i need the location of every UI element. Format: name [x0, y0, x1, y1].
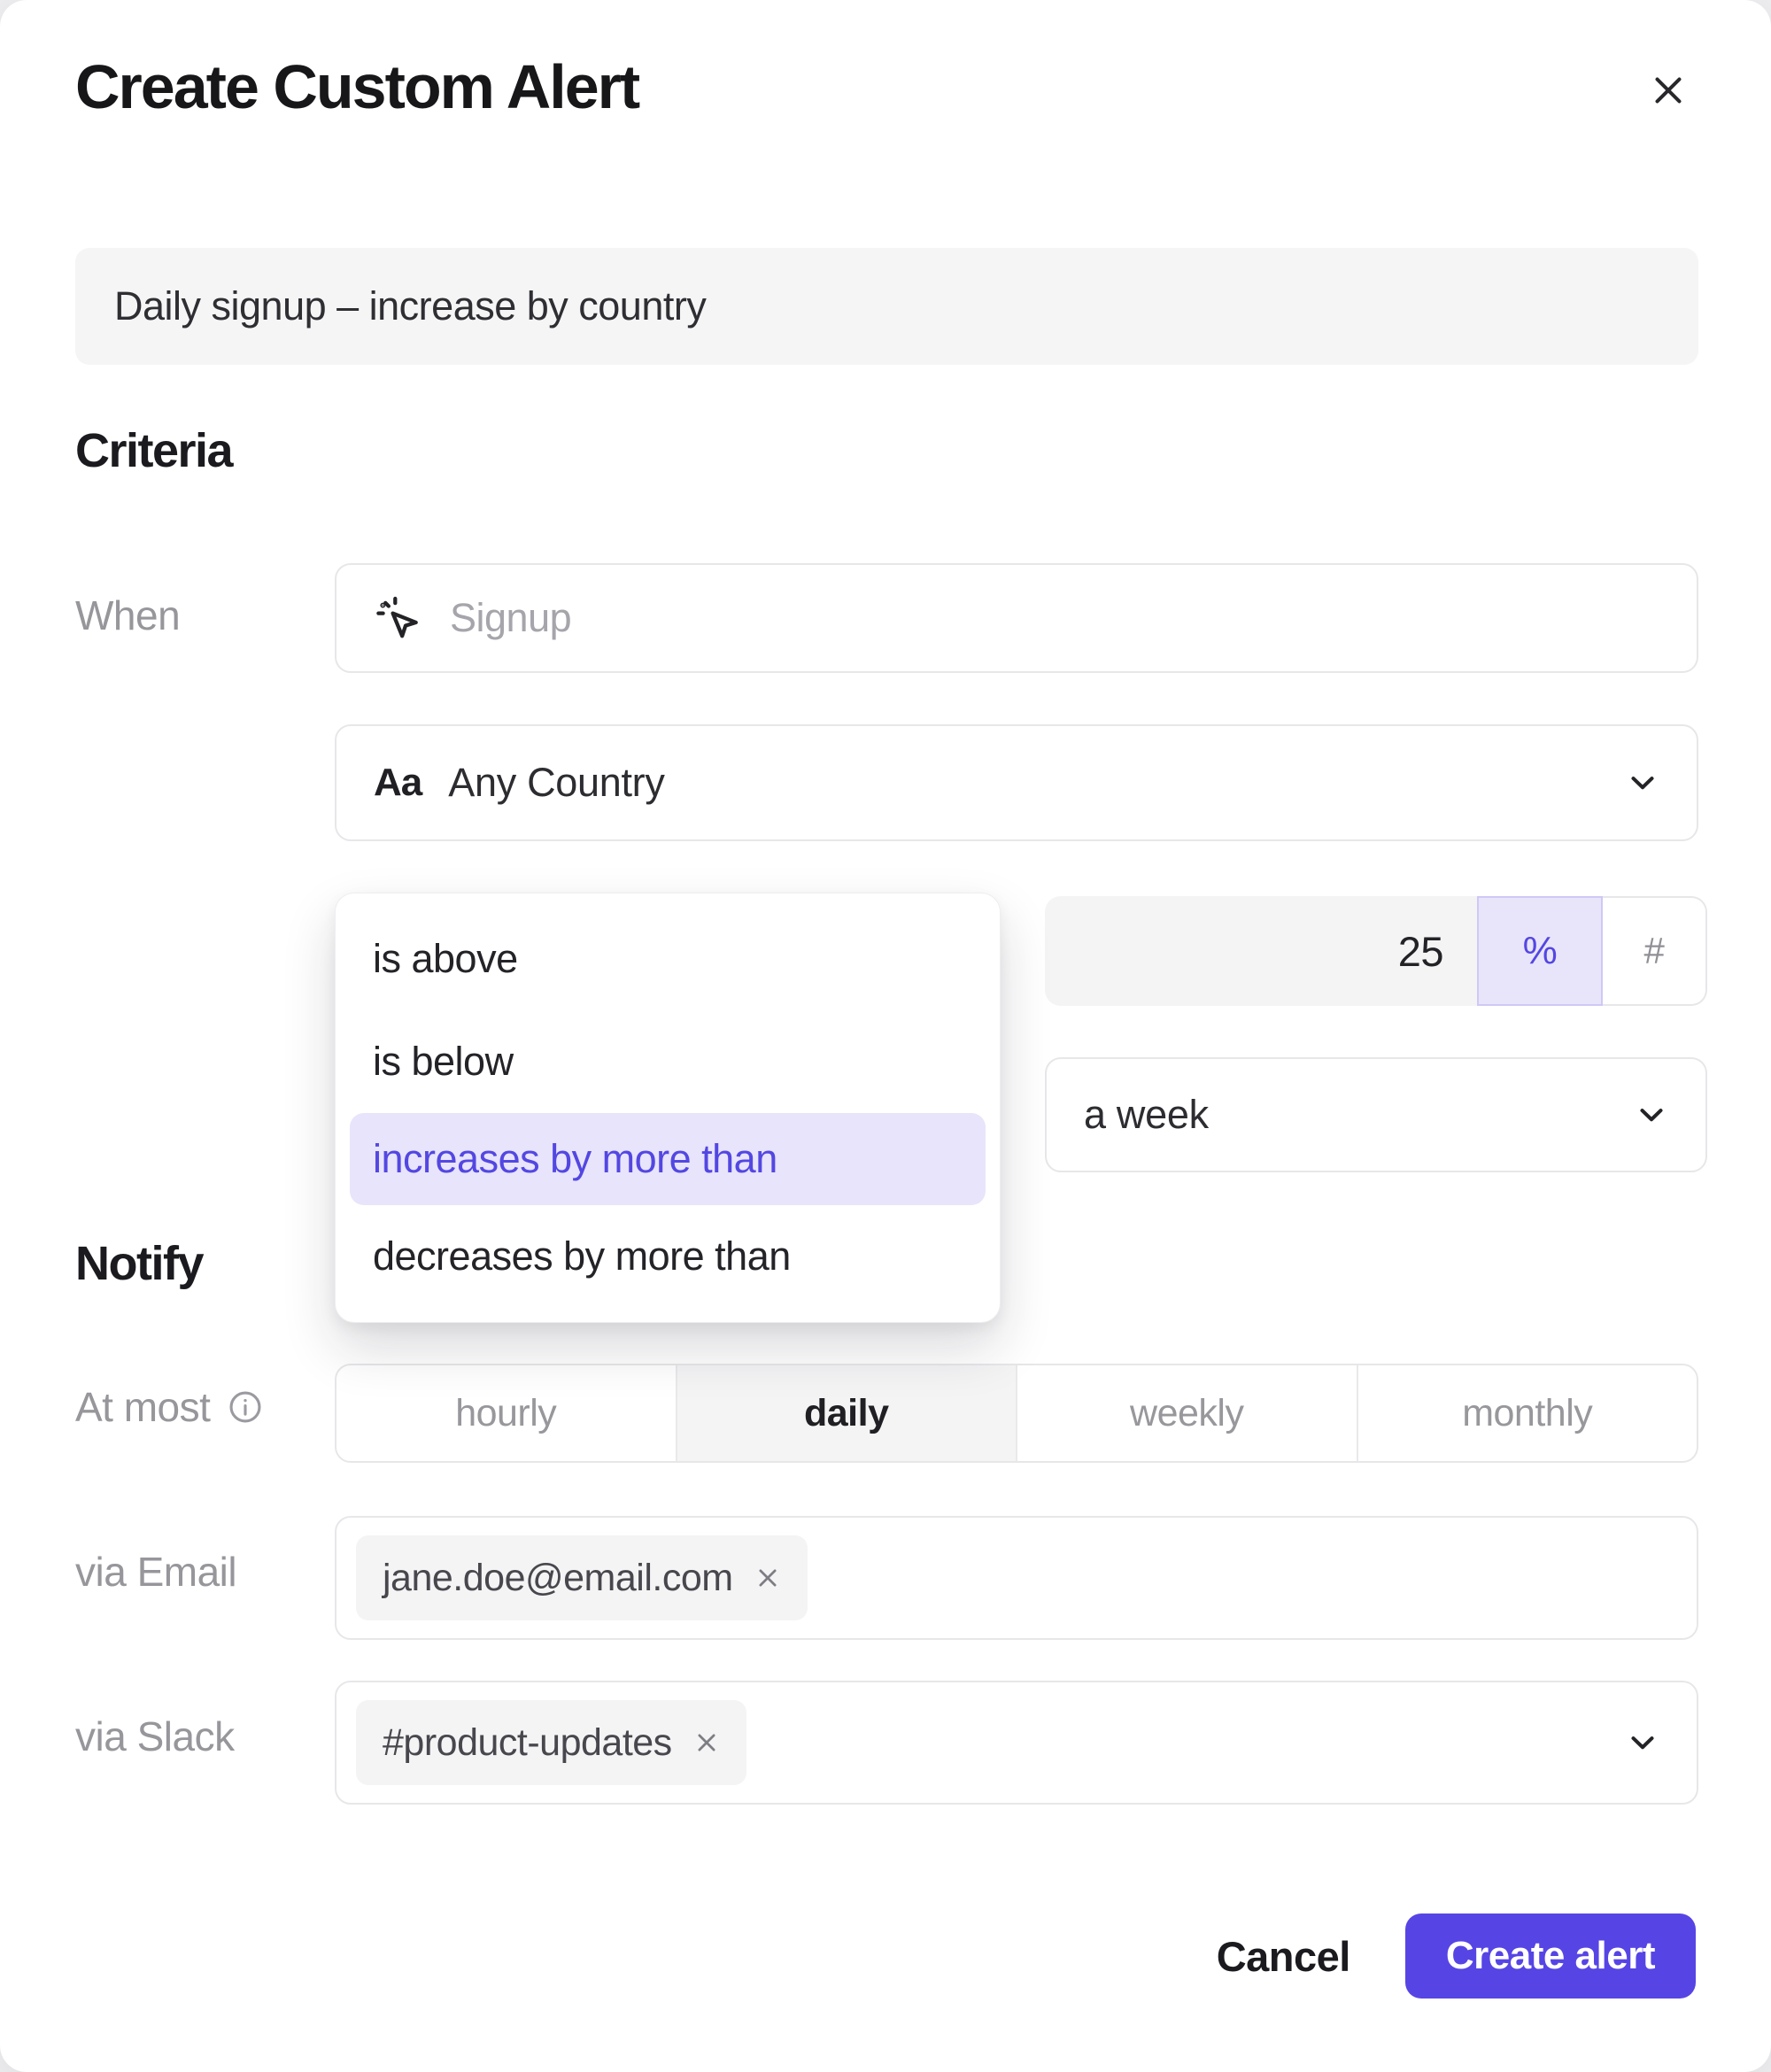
- frequency-option-weekly[interactable]: weekly: [1016, 1365, 1357, 1461]
- chevron-down-icon: [1624, 1724, 1661, 1761]
- close-icon: [1648, 70, 1689, 111]
- email-chip: [356, 1535, 808, 1620]
- text-aa-icon: Aa: [374, 761, 422, 804]
- info-icon[interactable]: [226, 1388, 265, 1426]
- dialog-footer: [0, 1913, 1696, 1999]
- at-most-row: [75, 1383, 265, 1431]
- email-chip-text: jane.doe@email.com: [383, 1556, 733, 1599]
- chevron-down-icon: [1624, 764, 1661, 801]
- slack-chip-text: #product-updates: [383, 1720, 672, 1764]
- threshold-value-field: [1045, 896, 1477, 1006]
- frequency-option-monthly[interactable]: monthly: [1357, 1365, 1698, 1461]
- threshold-value-input[interactable]: [1045, 927, 1477, 976]
- unit-number-toggle[interactable]: #: [1603, 896, 1707, 1006]
- remove-email-chip-icon[interactable]: [754, 1565, 781, 1591]
- operator-option-is-above[interactable]: is above: [373, 936, 518, 981]
- period-select-value: a week: [1084, 1092, 1209, 1137]
- cursor-click-icon: [374, 594, 421, 642]
- frequency-option-hourly[interactable]: hourly: [455, 1391, 557, 1434]
- email-recipients-field[interactable]: [335, 1516, 1698, 1640]
- operator-option-is-below[interactable]: is below: [373, 1039, 514, 1084]
- cancel-button[interactable]: Cancel: [1216, 1932, 1350, 1980]
- alert-name-field: [75, 248, 1698, 365]
- threshold-group: [1045, 896, 1707, 1006]
- remove-slack-chip-icon[interactable]: [693, 1729, 720, 1756]
- close-button[interactable]: [1629, 51, 1707, 129]
- country-select[interactable]: [335, 724, 1698, 841]
- via-email-label: via Email: [75, 1549, 237, 1595]
- slack-chip: [356, 1700, 746, 1785]
- when-label: When: [75, 592, 181, 638]
- slack-channels-field[interactable]: [335, 1681, 1698, 1805]
- create-alert-button[interactable]: Create alert: [1405, 1914, 1696, 1999]
- at-most-label: At most: [75, 1384, 211, 1430]
- frequency-option-daily[interactable]: daily: [676, 1365, 1017, 1461]
- unit-percent-toggle[interactable]: %: [1477, 896, 1603, 1006]
- operator-option-decreases-by-more-than[interactable]: decreases by more than: [373, 1233, 791, 1279]
- dialog-title: Create Custom Alert: [75, 52, 639, 121]
- event-field: [335, 563, 1698, 673]
- chevron-down-icon: [1633, 1096, 1670, 1133]
- period-select[interactable]: [1045, 1057, 1707, 1172]
- frequency-segmented-control: [335, 1364, 1698, 1463]
- notify-heading: Notify: [75, 1237, 203, 1290]
- country-select-value: Any Country: [448, 760, 665, 805]
- event-input[interactable]: [448, 594, 1659, 642]
- via-slack-label: via Slack: [75, 1713, 235, 1759]
- operator-option-increases-by-more-than[interactable]: increases by more than: [350, 1113, 986, 1205]
- criteria-heading: Criteria: [75, 424, 233, 477]
- alert-name-input[interactable]: [75, 283, 1698, 329]
- operator-dropdown-menu: [335, 893, 1001, 1323]
